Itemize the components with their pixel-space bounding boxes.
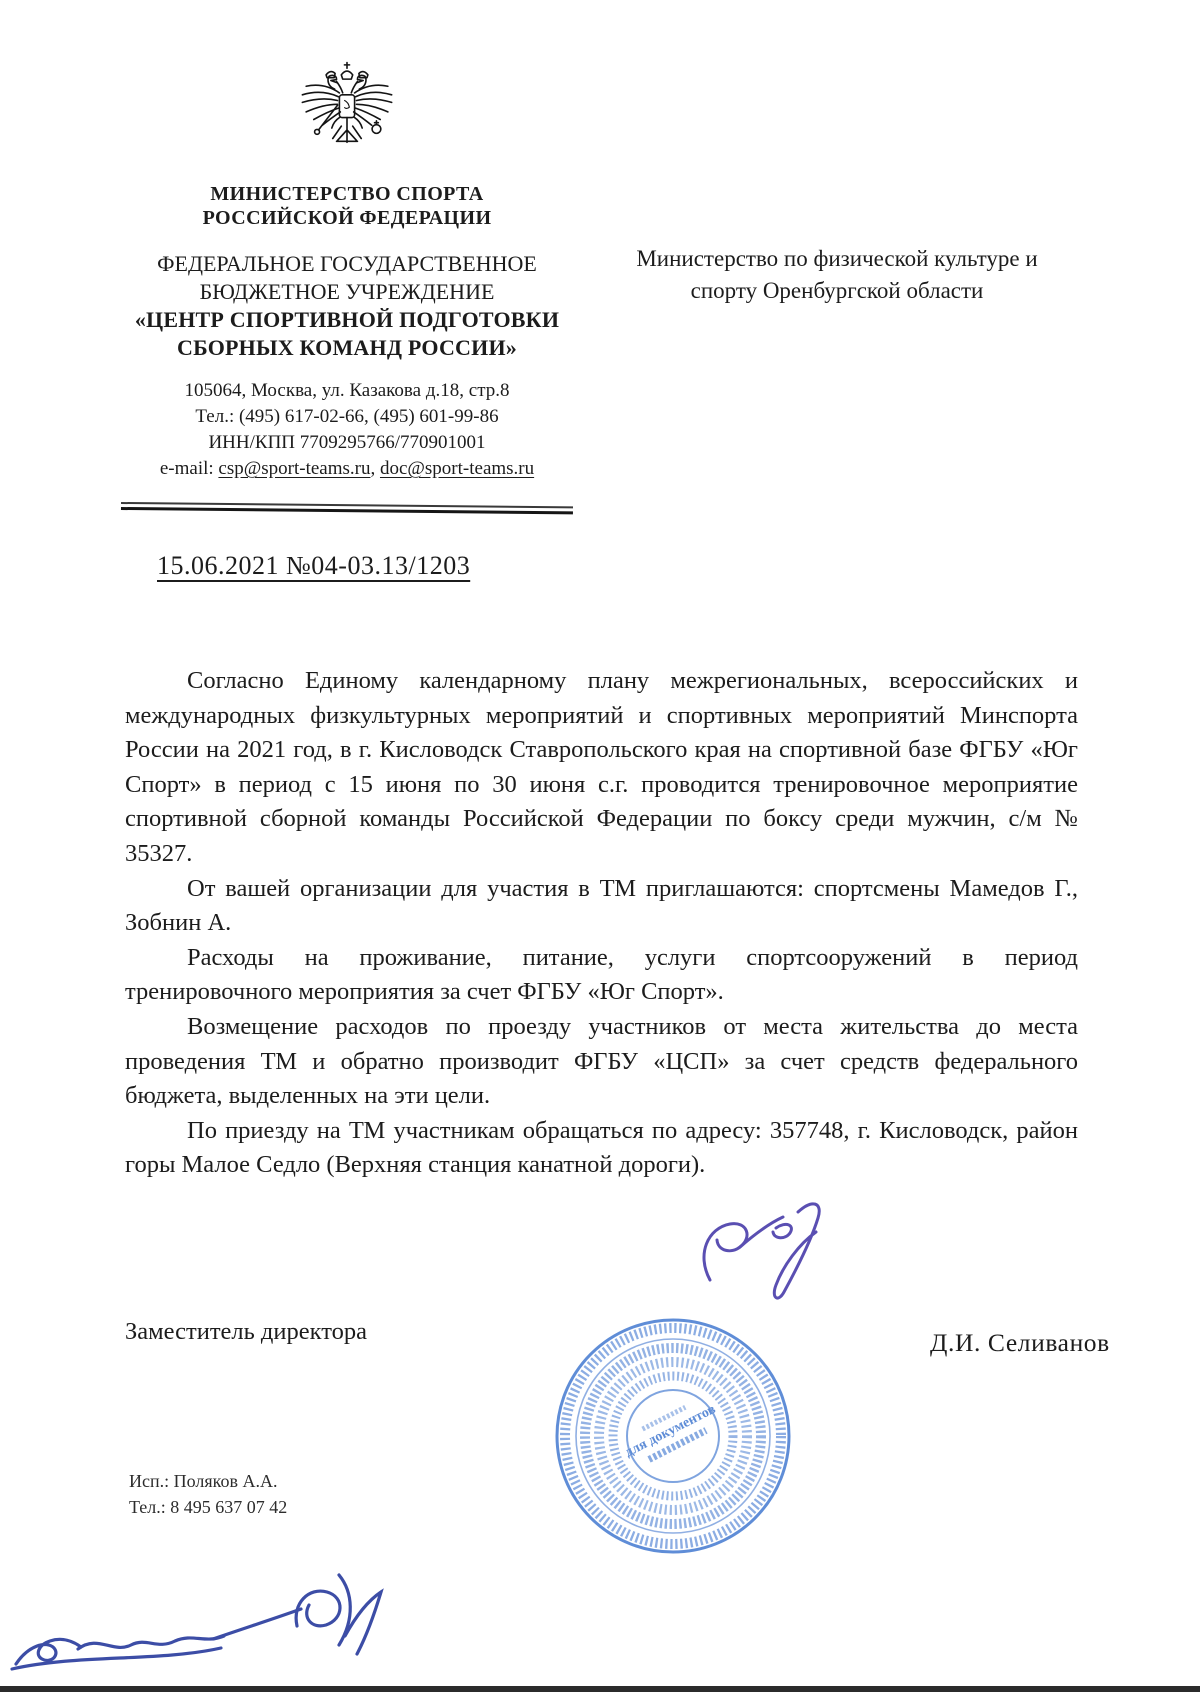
body-paragraph: От вашей организации для участия в ТМ приглашаются: спортсмены Мамедов Г., Зобнин А. [125, 874, 1078, 937]
russia-coat-of-arms-icon [118, 58, 576, 176]
letterhead [118, 58, 576, 482]
director-signature [686, 1192, 856, 1357]
letter-body [125, 664, 1078, 1183]
org-email-line [118, 456, 576, 482]
org-name-line3: «ЦЕНТР СПОРТИВНОЙ ПОДГОТОВКИ [134, 307, 560, 332]
stamp-center-text: для документов [622, 1401, 719, 1461]
recipient-line2: спорту Оренбургской области [690, 278, 984, 303]
org-name-line2: БЮДЖЕТНОЕ УЧРЕЖДЕНИЕ [199, 279, 495, 304]
executor-phone: Тел.: 8 495 637 07 42 [129, 1497, 288, 1517]
org-contacts [118, 378, 576, 482]
ministry-name-line1: МИНИСТЕРСТВО СПОРТА [210, 183, 484, 205]
ministry-name-line2: РОССИЙСКОЙ ФЕДЕРАЦИИ [202, 207, 492, 229]
organization-name [118, 250, 576, 362]
recipient-block [598, 243, 1076, 307]
executor-name: Исп.: Поляков А.А. [129, 1471, 278, 1491]
body-paragraph: По приезду на ТМ участникам обращаться по адресу: 357748, г. Кисловодск, район горы Малое Седло (Верхняя станция канатной дороги). [125, 1116, 1078, 1179]
signer-name: Д.И. Селиванов [930, 1328, 1110, 1357]
org-name-line4: СБОРНЫХ КОМАНД РОССИИ» [177, 335, 517, 360]
signer-position: Заместитель директора [125, 1318, 367, 1345]
email-link-primary: csp@sport-teams.ru [218, 458, 371, 479]
reference-number: 15.06.2021 №04-03.13/1203 [157, 551, 471, 580]
page-bottom-signature [8, 1548, 398, 1688]
org-name-line1: ФЕДЕРАЛЬНОЕ ГОСУДАРСТВЕННОЕ [157, 251, 537, 276]
ministry-name [118, 182, 576, 230]
body-paragraph: Согласно Единому календарному плану межрегиональных, всероссийских и международных физкультурных мероприятий и спортивных мероприятий Минспорта России на 2021 год, в г. Кисловодск Ставропольского края на спортивной базе ФГБУ «Юг Спорт» в период с 15 июня по 30 июня с.г. проводится тренировочное мероприятие спортивной сборной команды Российской Федерации по боксу среди мужчин, с/м № 35327. [125, 667, 1078, 867]
email-link-secondary: doc@sport-teams.ru [379, 458, 535, 479]
letterhead-divider [121, 502, 573, 514]
org-phone: Тел.: (495) 617-02-66, (495) 601-99-86 [195, 406, 499, 427]
body-paragraph: Возмещение расходов по проезду участников от места жительства до места проведения ТМ и обратно производит ФГБУ «ЦСП» за счет средств федерального бюджета, выделенных на эти цели. [125, 1012, 1078, 1110]
org-address: 105064, Москва, ул. Казакова д.18, стр.8 [184, 380, 510, 401]
email-separator: , [370, 458, 380, 479]
org-inn-kpp: ИНН/КПП 7709295766/770901001 [208, 432, 486, 453]
recipient-line1: Министерство по физической культуре и [636, 246, 1038, 271]
scan-edge-line [0, 1686, 1200, 1692]
executor-block [129, 1468, 287, 1520]
body-paragraph: Расходы на проживание, питание, услуги спортсооружений в период тренировочного мероприятия за счет ФГБУ «Юг Спорт». [125, 943, 1078, 1006]
email-label: e-mail: [159, 458, 219, 479]
